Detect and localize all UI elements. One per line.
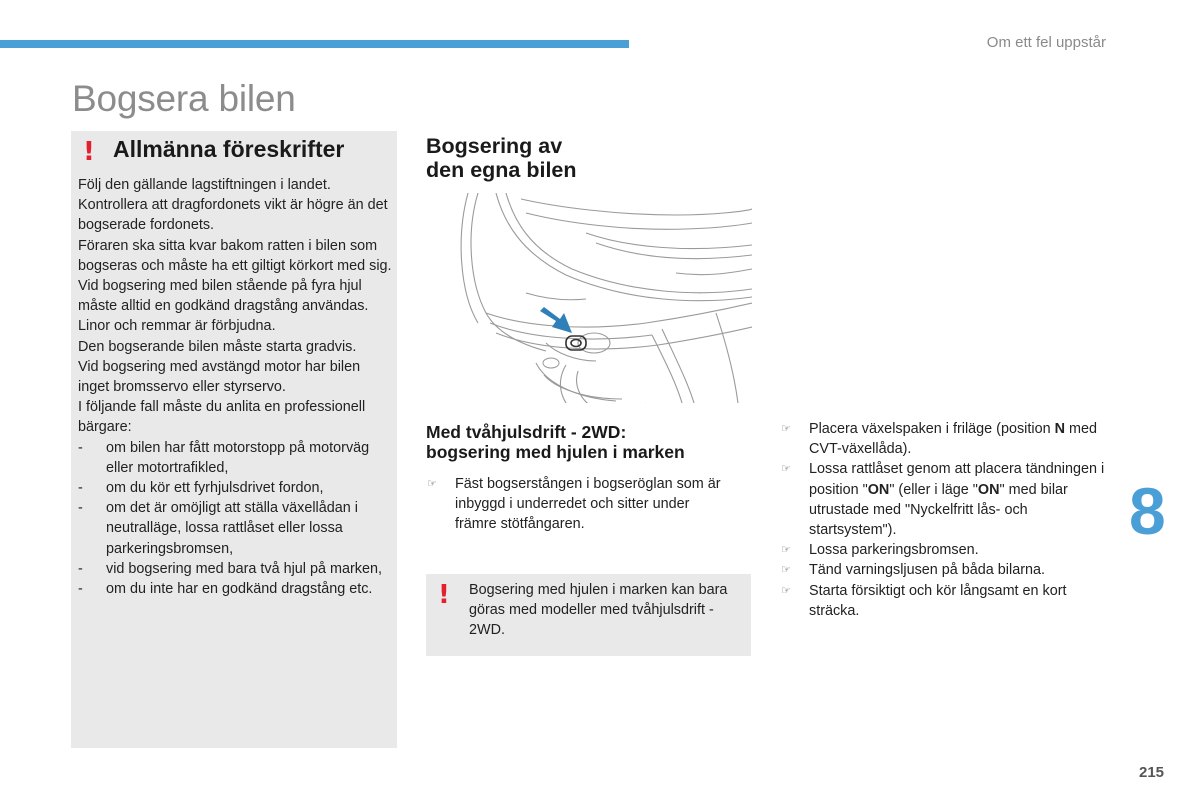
general-rules-heading: Allmänna föreskrifter xyxy=(113,136,345,162)
towing-eye-instructions xyxy=(427,474,732,535)
two-wheel-drive-subtitle: Med tvåhjulsdrift - 2WD: bogsering med hjulen i marken xyxy=(426,422,685,462)
list-item: ☞ Starta försiktigt och kör långsamt en kort sträcka. xyxy=(781,582,1067,619)
pointing-hand-icon: ☞ xyxy=(427,477,437,490)
header-accent-bar xyxy=(0,40,629,48)
list-item: - om du kör ett fyrhjulsdrivet fordon, xyxy=(78,480,324,497)
rule-paragraph: Följ den gällande lagstiftningen i landet. xyxy=(78,177,331,193)
page-number: 215 xyxy=(1139,764,1165,781)
exclamation-icon: ! xyxy=(438,580,450,610)
list-item: ☞ Lossa parkeringsbromsen. xyxy=(781,540,1111,560)
page-title: Bogsera bilen xyxy=(72,78,296,119)
rule-paragraph: Den bogserande bilen måste starta gradvis. xyxy=(78,338,357,355)
pointing-hand-icon: ☞ xyxy=(781,583,791,597)
exclamation-icon: ! xyxy=(83,137,95,167)
list-item: ☞ Fäst bogserstången i bogseröglan som är inbyggd i underredet och sitter under främre stötfångaren. xyxy=(427,476,721,533)
list-item: - om bilen har fått motorstopp på motorväg eller motortrafikled, xyxy=(78,439,370,476)
rule-paragraph: I följande fall måste du anlita en professionell bärgare: xyxy=(78,399,366,436)
general-rules-panel xyxy=(71,131,397,748)
rule-paragraph: Vid bogsering med avstängd motor har bilen inget bromsservo eller styrservo. xyxy=(78,358,361,396)
general-rules-body xyxy=(78,175,394,599)
pointing-hand-icon: ☞ xyxy=(781,543,791,557)
list-item: - vid bogsering med bara två hjul på marken, xyxy=(78,560,382,577)
towing-steps xyxy=(781,419,1111,621)
pointing-hand-icon: ☞ xyxy=(781,563,791,577)
own-car-title: Bogsering av den egna bilen xyxy=(426,134,577,182)
section-header: Om ett fel uppstår xyxy=(986,34,1106,51)
list-item: ☞ Tänd varningsljusen på båda bilarna. xyxy=(781,560,1111,580)
list-item: - om det är omöjligt att ställa växellådan i neutralläge, lossa rattlåset eller lossa parkeringsbromsen, xyxy=(78,500,358,557)
pointing-hand-icon: ☞ xyxy=(781,422,791,435)
chapter-number: 8 xyxy=(1129,474,1166,548)
warning-text: Bogsering med hjulen i marken kan bara göras med modeller med tvåhjulsdrift - 2WD. xyxy=(469,582,728,639)
rule-paragraph: Föraren ska sitta kvar bakom ratten i bilen som bogseras och måste ha ett giltigt körkort med sig. xyxy=(78,237,392,274)
rule-paragraph: Vid bogsering med bilen stående på fyra hjul måste alltid en godkänd dragstång användas. Linor och remmar är förbjudna. xyxy=(78,278,369,335)
towing-eye-illustration xyxy=(426,193,752,403)
list-item: ☞ Placera växelspaken i friläge (position N med CVT-växellåda). xyxy=(781,421,1097,458)
pointing-hand-icon: ☞ xyxy=(781,462,791,476)
list-item: ☞ Lossa rattlåset genom att placera tändningen i position "ON" (eller i läge "ON" med bilar utrustade med "Nyckelfritt lås- och startsystem"). xyxy=(781,461,1105,539)
two-wheel-drive-warning xyxy=(426,574,751,656)
rule-paragraph: Kontrollera att dragfordonets vikt är högre än det bogserade fordonets. xyxy=(78,197,388,234)
list-item: - om du inte har en godkänd dragstång etc. xyxy=(78,581,373,598)
